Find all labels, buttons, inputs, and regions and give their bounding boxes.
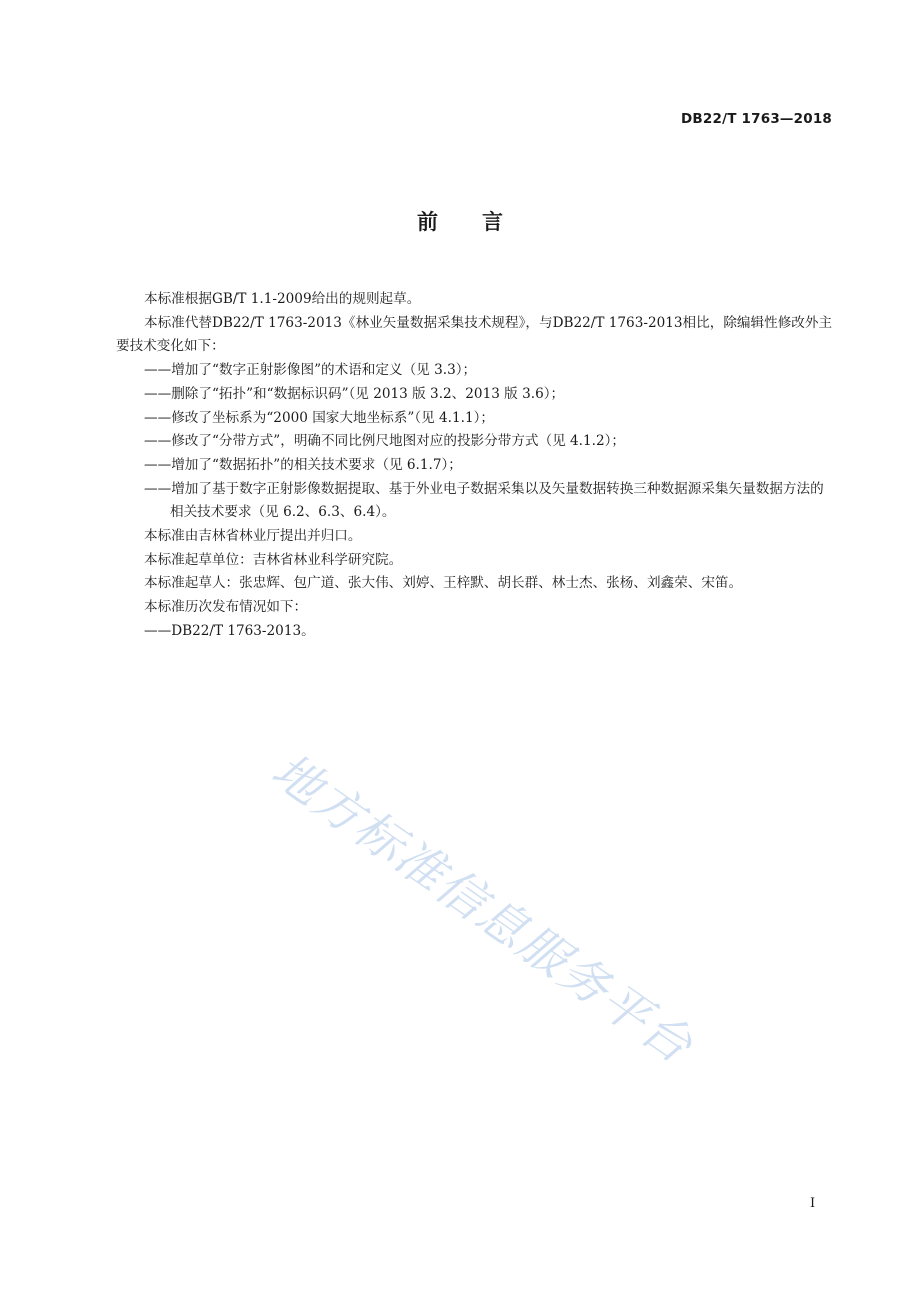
paragraph-replacement: 本标准代替DB22/T 1763-2013《林业矢量数据采集技术规程》，与DB22/T 1763-2013相比，除编辑性修改外主要技术变化如下：	[116, 314, 833, 355]
change-item: ——增加了“数据拓扑”的相关技术要求（见 6.1.7）；	[144, 456, 462, 473]
page-number: I	[810, 1196, 816, 1211]
watermark: 地方标准信息服务平台	[261, 742, 704, 1076]
change-item: ——删除了“拓扑”和“数据标识码”（见 2013 版 3.2、2013 版 3.6）；	[144, 385, 565, 402]
paragraph-drafting-unit: 本标准起草单位：吉林省林业科学研究院。	[144, 551, 403, 568]
history-item: ——DB22/T 1763-2013。	[144, 622, 315, 639]
change-item: ——修改了“分带方式”，明确不同比例尺地图对应的投影分带方式（见 4.1.2）；	[144, 433, 626, 450]
change-item: ——增加了“数字正射影像图”的术语和定义（见 3.3）；	[144, 362, 477, 379]
change-item: ——修改了坐标系为“2000 国家大地坐标系”（见 4.1.1）；	[144, 409, 494, 426]
paragraph-drafting-rules: 本标准根据GB/T 1.1-2009给出的规则起草。	[144, 291, 421, 307]
change-item: ——增加了基于数字正射影像数据提取、基于外业电子数据采集以及矢量数据转换三种数据源采集矢量数据方法的相关技术要求（见 6.2、6.3、6.4）。	[144, 480, 824, 521]
page-title: 前言	[417, 210, 547, 234]
paragraph-history-intro: 本标准历次发布情况如下：	[144, 599, 308, 616]
paragraph-proposer: 本标准由吉林省林业厅提出并归口。	[144, 528, 362, 545]
paragraph-drafters: 本标准起草人：张忠辉、包广道、张大伟、刘婷、王梓默、胡长群、林士杰、张杨、刘鑫荣、宋笛。	[144, 575, 743, 592]
document-code: DB22/T 1763—2018	[681, 111, 832, 127]
document-body	[116, 288, 836, 644]
